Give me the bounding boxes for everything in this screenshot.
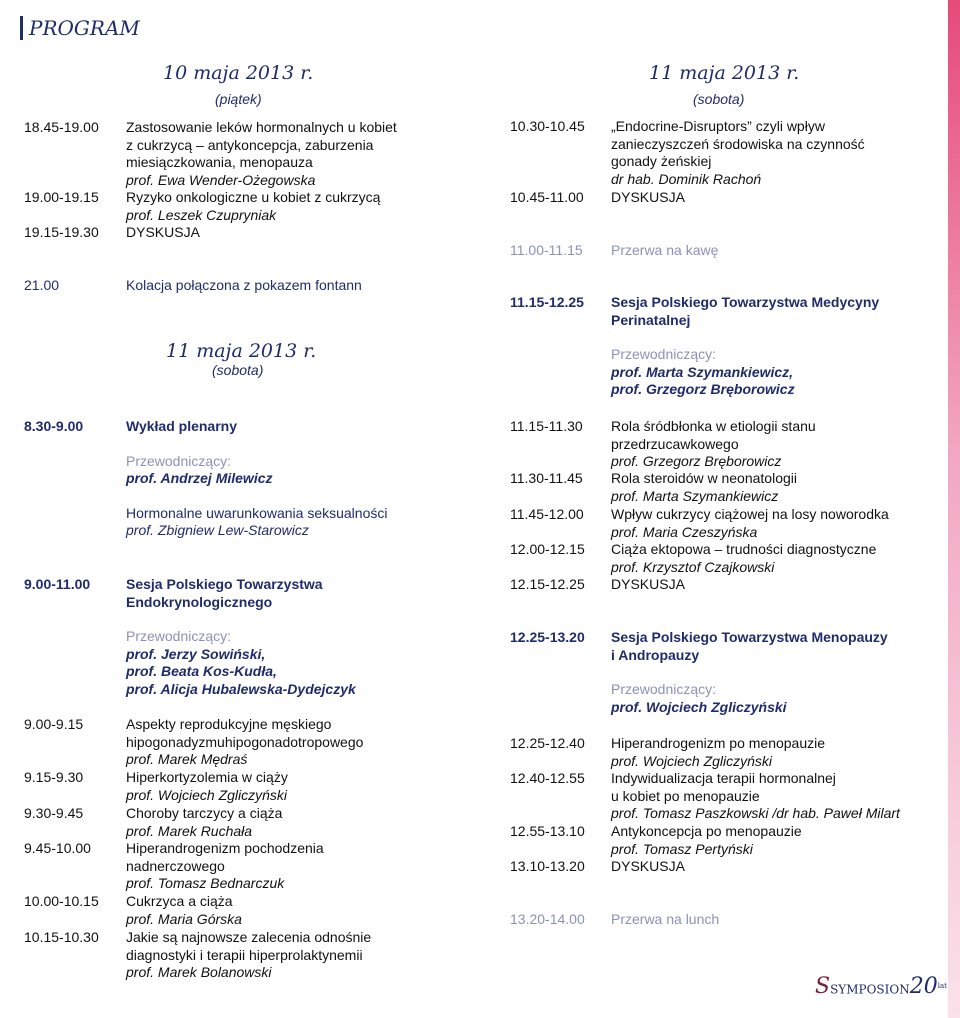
date-day2: 11 maja 2013 r.: [166, 340, 317, 362]
time: 11.15-12.25: [510, 294, 584, 310]
session-item: Rola steroidów w neonatologii prof. Marta Szymankiewicz: [611, 470, 797, 504]
session-item: Ciąża ektopowa – trudności diagnostyczne prof. Krzysztof Czajkowski: [611, 541, 877, 575]
time: 11.15-11.30: [510, 418, 583, 434]
session-item: Choroby tarczycy a ciąża prof. Marek Ruchała: [126, 805, 283, 839]
session-item: DYSKUSJA: [126, 224, 200, 240]
time: 10.45-11.00: [510, 189, 584, 205]
time: 10.00-10.15: [24, 893, 99, 909]
session-item: Indywidualizacja terapii hormonalnej u kobiet po menopauzie prof. Tomasz Paszkowski /dr hab. Paweł Milart: [611, 770, 900, 821]
session-item: Rola śródbłonka w etiologii stanu przedrzucawkowego prof. Grzegorz Bręborowicz: [611, 418, 816, 469]
time: 9.00-11.00: [24, 576, 91, 592]
time: 9.45-10.00: [24, 840, 91, 856]
session-item: Przerwa na lunch: [611, 911, 720, 927]
time: 10.15-10.30: [24, 929, 99, 945]
time: 11.00-11.15: [510, 242, 583, 258]
weekday-day2: (sobota): [212, 362, 264, 378]
weekday-right: (sobota): [693, 91, 745, 107]
session-item: Jakie są najnowsze zalecenia odnośnie diagnostyki i terapii hiperprolaktynemii prof. Marek Bolanowski: [126, 929, 372, 980]
time: 10.30-10.45: [510, 118, 585, 134]
symposion-logo: $SSYMPOSION20^{lat}$: [815, 974, 947, 999]
program-heading: PROGRAM: [20, 16, 140, 40]
time: 12.25-12.40: [510, 735, 585, 751]
time: 9.30-9.45: [24, 805, 84, 821]
session-item: DYSKUSJA: [611, 858, 685, 874]
session-item: Antykoncepcja po menopauzie prof. Tomasz Pertyński: [611, 823, 802, 857]
time: 18.45-19.00: [24, 119, 99, 135]
time: 19.15-19.30: [24, 224, 99, 240]
session-item: Kolacja połączona z pokazem fontann: [126, 277, 362, 293]
session-item: Sesja Polskiego Towarzystwa Endokrynologicznego Przewodniczący: prof. Jerzy Sowiński, prof. Beata Kos-Kudła, prof. Alicja Hubalewska-Dydejczyk: [126, 576, 356, 697]
time: 9.00-9.15: [24, 716, 84, 732]
time: 12.25-13.20: [510, 629, 585, 645]
time: 8.30-9.00: [24, 418, 84, 434]
time: 9.15-9.30: [24, 769, 84, 785]
time: 12.40-12.55: [510, 770, 585, 786]
session-item: Zastosowanie leków hormonalnych u kobiet z cukrzycą – antykoncepcja, zaburzenia miesiączkowania, menopauza prof. Ewa Wender-Ożegowska: [126, 119, 397, 188]
session-item: Przerwa na kawę: [611, 242, 719, 258]
session-item: Wpływ cukrzycy ciążowej na losy noworodka prof. Maria Czeszyńska: [611, 506, 889, 540]
weekday-day1: (piątek): [215, 91, 262, 107]
session-item: Sesja Polskiego Towarzystwa Medycyny Perinatalnej Przewodniczący: prof. Marta Szymankiewicz, prof. Grzegorz Bręborowicz: [611, 294, 880, 397]
date-right: 11 maja 2013 r.: [649, 62, 800, 84]
session-item: Hiperandrogenizm po menopauzie prof. Wojciech Zgliczyński: [611, 735, 826, 769]
time: 19.00-19.15: [24, 189, 99, 205]
session-item: Cukrzyca a ciąża prof. Maria Górska: [126, 893, 242, 927]
session-item: Aspekty reprodukcyjne męskiego hipogonadyzmuhipogonadotropowego prof. Marek Mędraś: [126, 716, 364, 767]
session-item: Hiperandrogenizm pochodzenia nadnerczowego prof. Tomasz Bednarczuk: [126, 840, 324, 891]
time: 12.00-12.15: [510, 541, 585, 557]
time: 13.20-14.00: [510, 911, 585, 927]
session-item: Sesja Polskiego Towarzystwa Menopauzy i Andropauzy Przewodniczący: prof. Wojciech Zgliczyński: [611, 629, 888, 715]
date-day1: 10 maja 2013 r.: [163, 62, 314, 84]
session-item: Ryzyko onkologiczne u kobiet z cukrzycą prof. Leszek Czupryniak: [126, 189, 381, 223]
session-item: Hiperkortyzolemia w ciąży prof. Wojciech Zgliczyński: [126, 769, 288, 803]
session-item: DYSKUSJA: [611, 189, 685, 205]
session-item: DYSKUSJA: [611, 576, 685, 592]
session-item: „Endocrine-Disruptors” czyli wpływ zanieczyszczeń środowiska na czynność gonady żeńskiej dr hab. Dominik Rachoń: [611, 118, 865, 187]
time: 11.45-12.00: [510, 506, 584, 522]
time: 11.30-11.45: [510, 470, 583, 486]
time: 12.55-13.10: [510, 823, 585, 839]
decorative-sidebar: [948, 0, 960, 1018]
time: 21.00: [24, 277, 60, 293]
session-item: Wykład plenarny Przewodniczący: prof. Andrzej Milewicz Hormonalne uwarunkowania seksualności prof. Zbigniew Lew-Starowicz: [126, 418, 388, 538]
time: 12.15-12.25: [510, 576, 585, 592]
time: 13.10-13.20: [510, 858, 585, 874]
